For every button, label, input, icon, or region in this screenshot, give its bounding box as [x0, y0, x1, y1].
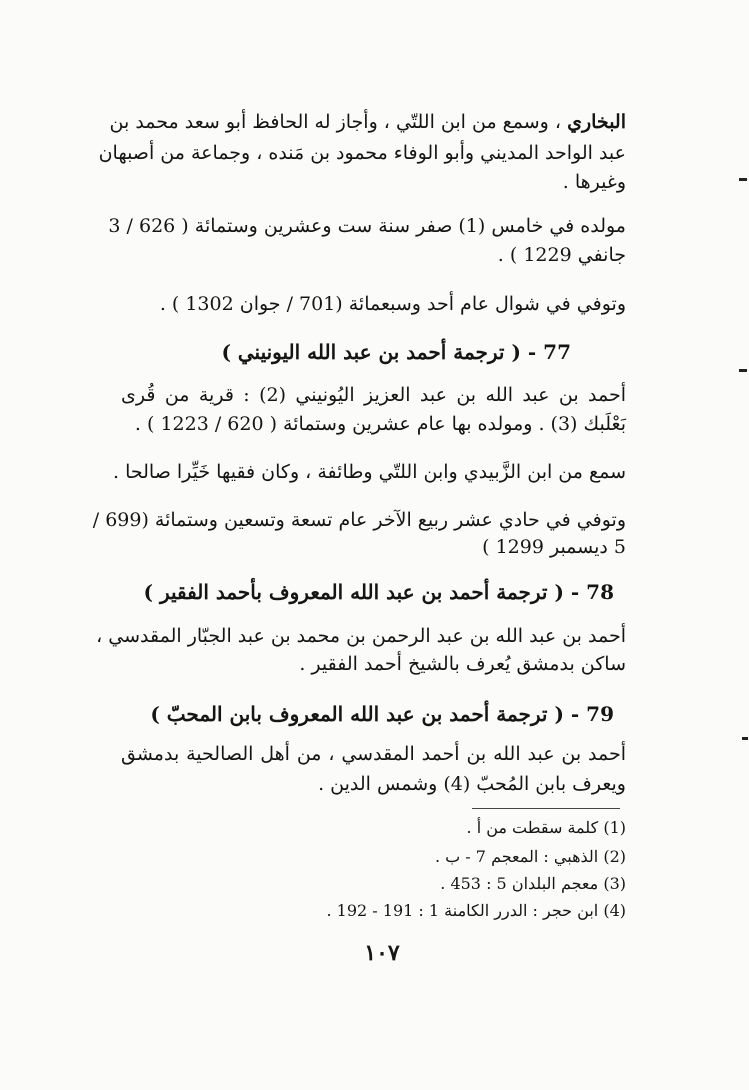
entry77-line5: 5 ديسمبر 1299 ): [482, 536, 626, 558]
scan-margin-mark: [739, 178, 747, 181]
footnote-4: [327, 899, 627, 923]
entry78-line1: أحمد بن عبد الله بن عبد الرحمن بن محمد بن عبد الجبّار المقدسي ،: [96, 625, 626, 647]
entry77-line4: وتوفي في حادي عشر ربيع الآخر عام تسعة وتسعين وستمائة (699 /: [92, 509, 626, 531]
entry77-line2: بَعْلَبك (3) . ومولده بها عام عشرين وستمائة ( 620 / 1223 ) .: [134, 413, 626, 435]
entry76-line1-rest: ، وسمع من ابن اللتّي ، وأجاز له الحافظ أبو سعد محمد بن: [109, 111, 562, 133]
name-bukhari: البخاري: [567, 111, 626, 133]
footnote-3: [440, 872, 626, 896]
entry79-line1: أحمد بن عبد الله بن أحمد المقدسي ، من أهل الصالحية بدمشق: [121, 743, 626, 765]
footnote-divider: [472, 808, 620, 809]
entry76-line2: عبد الواحد المديني وأبو الوفاء محمود بن مَنده ، وجماعة من أصبهان: [98, 142, 626, 164]
footnote-4-number: (4): [603, 901, 626, 920]
entry77-line1: أحمد بن عبد الله بن عبد العزيز اليُونيني (2) : قرية من قُرى: [121, 384, 626, 406]
footnote-3-text: معجم البلدان 5 : 453 .: [440, 874, 599, 893]
footnote-1-text: كلمة سقطت من أ .: [466, 818, 599, 837]
entry76-line1: [109, 108, 626, 136]
entry79-line2: ويعرف بابن المُحبّ (4) وشمس الدين .: [318, 773, 626, 795]
footnote-3-number: (3): [603, 874, 626, 893]
footnote-1-number: (1): [603, 818, 626, 837]
footnote-2-text: الذهبي : المعجم 7 - ب .: [434, 847, 599, 866]
scan-margin-mark: [742, 737, 748, 740]
entry76-death: وتوفي في شوال عام أحد وسبعمائة (701 / جوان 1302 ) .: [159, 293, 626, 315]
footnote-4-text: ابن حجر : الدرر الكامنة 1 : 191 - 192 .: [326, 901, 599, 920]
footnote-2: [435, 845, 626, 869]
entry78-line2: ساكن بدمشق يُعرف بالشيخ أحمد الفقير .: [299, 653, 626, 675]
page-number: ١٠٧: [364, 940, 400, 966]
entry76-line3: وغيرها .: [562, 171, 626, 193]
scan-margin-mark: [739, 369, 747, 372]
footnote-1: [467, 816, 626, 840]
entry77-line3: سمع من ابن الزَّبيدي وابن اللتّي وطائفة ، وكان فقيها خَيِّرا صالحا .: [113, 461, 626, 483]
entry79-title: 79 - ( ترجمة أحمد بن عبد الله المعروف بابن المحبّ ): [150, 702, 614, 726]
entry77-title: 77 - ( ترجمة أحمد بن عبد الله اليونيني ): [221, 340, 571, 364]
entry76-birth-line1: مولده في خامس (1) صفر سنة ست وعشرين وستمائة ( 626 / 3: [108, 215, 626, 237]
entry78-title: 78 - ( ترجمة أحمد بن عبد الله المعروف بأحمد الفقير ): [143, 580, 614, 604]
entry76-birth-line2: جانفي 1229 ) .: [497, 244, 626, 266]
footnote-2-number: (2): [603, 847, 626, 866]
